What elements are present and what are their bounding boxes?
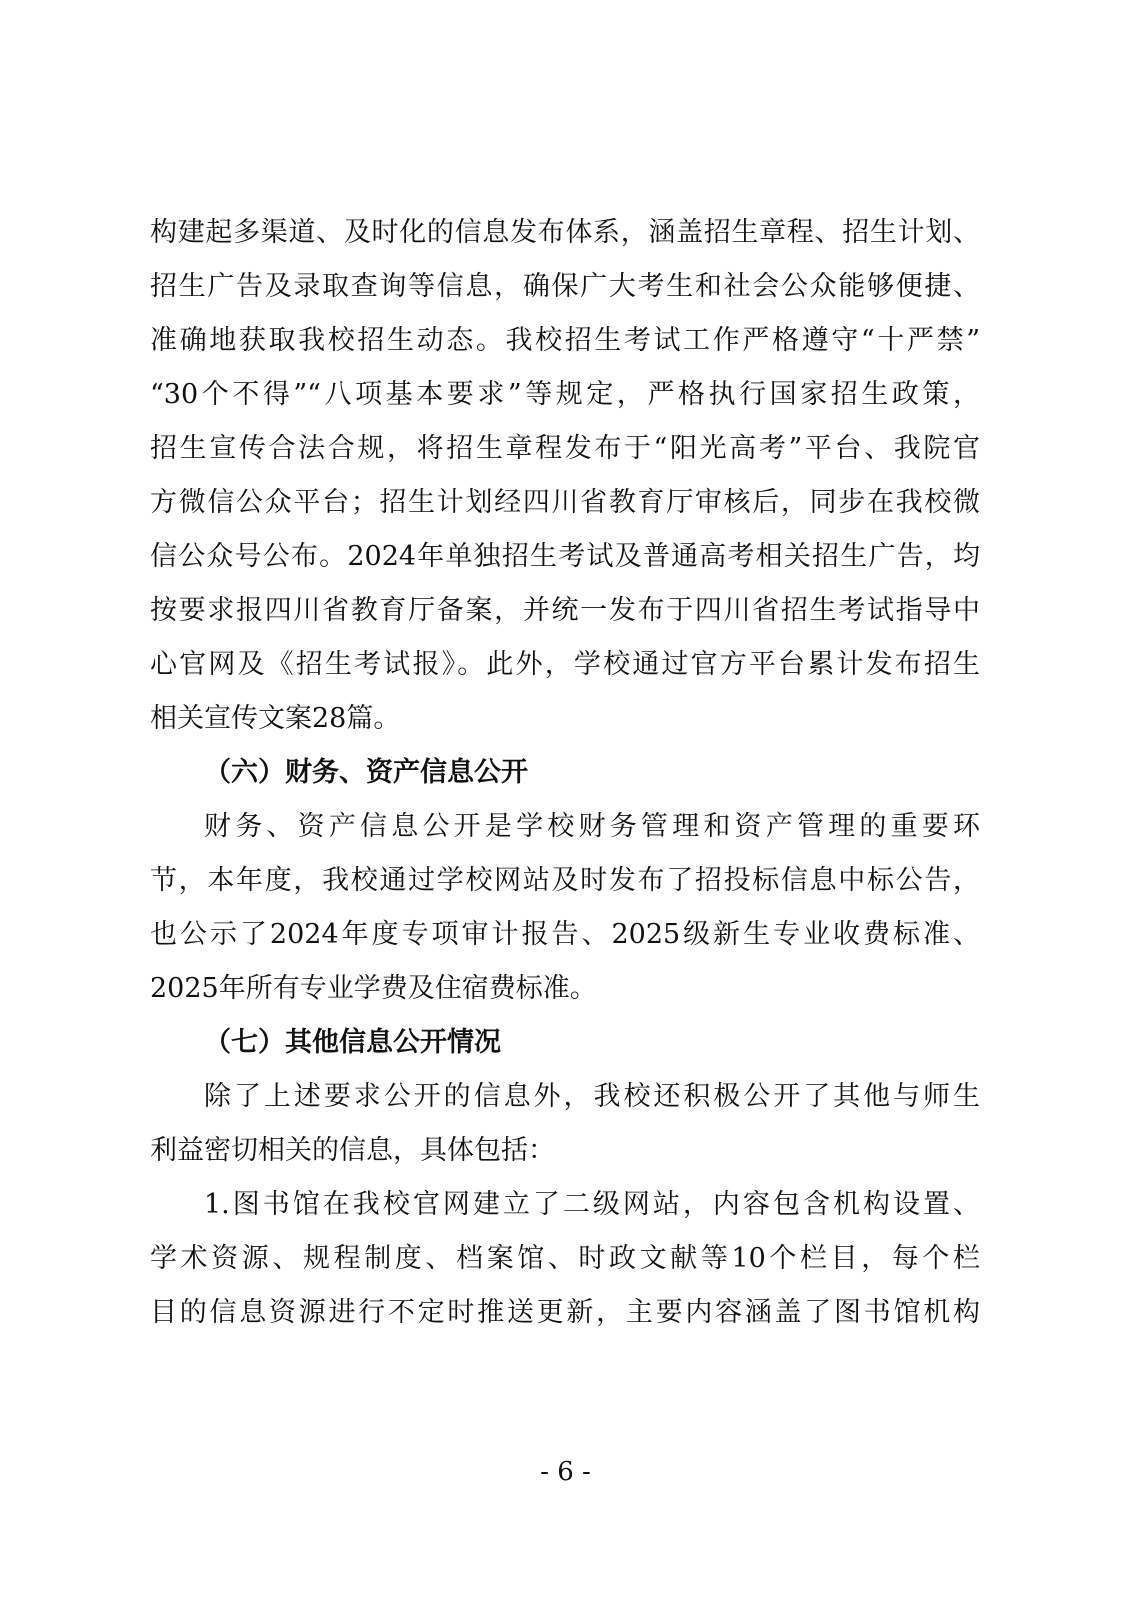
paragraph-line: 相关宣传文案28篇。: [150, 703, 401, 734]
paragraph-line: 节，本年度，我校通过学校网站及时发布了招投标信息中标公告，: [150, 865, 980, 896]
paragraph-line: 除了上述要求公开的信息外，我校还积极公开了其他与师生: [204, 1081, 980, 1112]
paragraph-line: 2025年所有专业学费及住宿费标准。: [150, 973, 597, 1004]
page-number: - 6 -: [540, 1457, 591, 1487]
paragraph-line: 准确地获取我校招生动态。我校招生考试工作严格遵守“十严禁”: [150, 325, 980, 356]
paragraph-line: 也公示了2024年度专项审计报告、2025级新生专业收费标准、: [150, 919, 980, 950]
paragraph-line: “30个不得”“八项基本要求”等规定，严格执行国家招生政策，: [150, 379, 980, 410]
paragraph-line: 构建起多渠道、及时化的信息发布体系，涵盖招生章程、招生计划、: [150, 217, 980, 248]
paragraph-line: 财务、资产信息公开是学校财务管理和资产管理的重要环: [204, 811, 980, 842]
section-heading-other: （七）其他信息公开情况: [204, 1027, 501, 1058]
paragraph-line: 按要求报四川省教育厅备案，并统一发布于四川省招生考试指导中: [150, 595, 980, 626]
paragraph-line: 学术资源、规程制度、档案馆、时政文献等10个栏目，每个栏: [150, 1243, 980, 1274]
paragraph-line: 心官网及《招生考试报》。此外，学校通过官方平台累计发布招生: [150, 649, 980, 680]
paragraph-line: 招生广告及录取查询等信息，确保广大考生和社会公众能够便捷、: [150, 271, 980, 302]
section-heading-finance: （六）财务、资产信息公开: [204, 757, 528, 788]
paragraph-line: 招生宣传合法合规，将招生章程发布于“阳光高考”平台、我院官: [150, 433, 980, 464]
paragraph-line: 信公众号公布。2024年单独招生考试及普通高考相关招生广告，均: [150, 541, 980, 572]
paragraph-line: 1.图书馆在我校官网建立了二级网站，内容包含机构设置、: [204, 1189, 980, 1220]
paragraph-line: 方微信公众平台；招生计划经四川省教育厅审核后，同步在我校微: [150, 487, 980, 518]
paragraph-line: 利益密切相关的信息，具体包括：: [150, 1135, 555, 1166]
paragraph-line: 目的信息资源进行不定时推送更新，主要内容涵盖了图书馆机构: [150, 1297, 980, 1328]
